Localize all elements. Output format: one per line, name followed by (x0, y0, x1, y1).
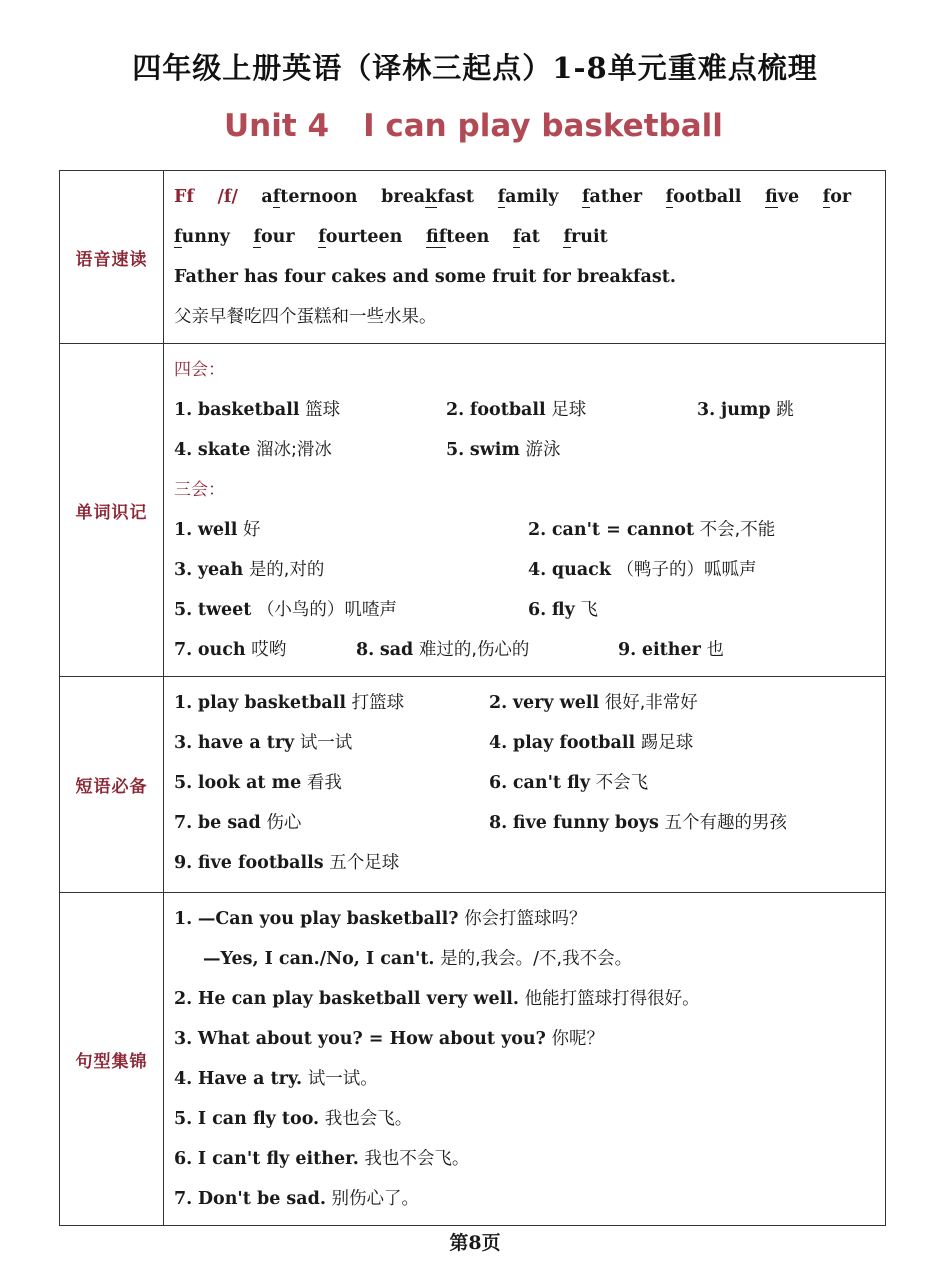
vocab-item: 4. skate 溜冰;滑冰 (174, 440, 332, 460)
phrase-item: 4. play football 踢足球 (489, 733, 694, 753)
page-number: 第8页 (449, 1232, 501, 1254)
phrases-line-5 (174, 843, 885, 883)
vocab-item: 1. basketball 篮球 (174, 400, 341, 420)
phonics-word: fruit (563, 227, 608, 247)
summary-table (59, 170, 886, 1226)
sentences-row (60, 893, 886, 1226)
phonics-word: four (253, 227, 295, 247)
phrases-row (60, 677, 886, 893)
sentence-item: 4. Have a try. 试一试。 (174, 1069, 378, 1089)
vocab-item: 3. jump 跳 (697, 400, 794, 420)
phonics-label: 语音速读 (60, 171, 164, 344)
phonics-word: afternoon (261, 187, 358, 207)
vocab-content (164, 344, 886, 677)
phonics-word: family (497, 187, 559, 207)
sentence-item: 2. He can play basketball very well. 他能打篮球打得很好。 (174, 989, 700, 1009)
three-skills-title: 三会： (174, 480, 225, 500)
sentences-content (164, 893, 886, 1226)
phrases-content (164, 677, 886, 893)
phrase-item: 5. look at me 看我 (174, 773, 342, 793)
sentence-item: 7. Don't be sad. 别伤心了。 (174, 1189, 420, 1209)
sentence-item: —Yes, I can./No, I can't. 是的,我会。/不,我不会。 (203, 949, 633, 969)
vocab-item: 4. quack （鸭子的）呱呱声 (528, 560, 757, 580)
three-skills-line-2 (174, 550, 885, 590)
phonics-word: fourteen (318, 227, 403, 247)
vocab-label: 单词识记 (60, 344, 164, 677)
vocab-row (60, 344, 886, 677)
phonics-word: father (582, 187, 643, 207)
phrases-label: 短语必备 (60, 677, 164, 893)
vocab-item: 3. yeah 是的,对的 (174, 560, 325, 580)
vocab-item: 2. can't = cannot 不会,不能 (528, 520, 776, 540)
sentence-item: 6. I can't fly either. 我也不会飞。 (174, 1149, 470, 1169)
vocab-item: 9. either 也 (618, 640, 724, 660)
four-skills-line-1 (174, 390, 885, 430)
phrase-item: 2. very well 很好,非常好 (489, 693, 698, 713)
phrases-line-4 (174, 803, 885, 843)
phrase-item: 9. five footballs 五个足球 (174, 853, 400, 873)
phrase-item: 1. play basketball 打篮球 (174, 693, 405, 713)
unit-label: Unit 4 (224, 108, 330, 144)
phonics-word: funny (174, 227, 230, 247)
phonics-content (164, 171, 886, 344)
phrases-line-1 (174, 683, 885, 723)
vocab-item: 5. swim 游泳 (446, 440, 561, 460)
sentence-item: 5. I can fly too. 我也会飞。 (174, 1109, 413, 1129)
phonics-line-2 (174, 217, 885, 257)
phonics-word: fat (512, 227, 540, 247)
phonics-sound: /f/ (217, 187, 238, 207)
phrases-line-3 (174, 763, 885, 803)
phonics-word: five (765, 187, 800, 207)
vocab-item: 8. sad 难过的,伤心的 (356, 640, 530, 660)
phrase-item: 6. can't fly 不会飞 (489, 773, 649, 793)
phrase-item: 7. be sad 伤心 (174, 813, 302, 833)
phonics-word: breakfast (381, 187, 474, 207)
four-skills-title: 四会： (174, 360, 225, 380)
vocab-item: 7. ouch 哎哟 (174, 640, 287, 660)
phrase-item: 8. five funny boys 五个有趣的男孩 (489, 813, 787, 833)
unit-heading (224, 108, 723, 144)
phonics-letter: Ff (174, 187, 194, 207)
vocab-item: 5. tweet （小鸟的）叽喳声 (174, 600, 397, 620)
phrase-item: 3. have a try 试一试 (174, 733, 353, 753)
phonics-sentence-zh: 父亲早餐吃四个蛋糕和一些水果。 (174, 307, 437, 327)
phonics-sentence-en: Father has four cakes and some fruit for breakfast. (174, 267, 676, 287)
phonics-word: football (665, 187, 742, 207)
three-skills-line-3 (174, 590, 885, 630)
three-skills-line-1 (174, 510, 885, 550)
unit-title: I can play basketball (363, 108, 723, 144)
four-skills-line-2 (174, 430, 885, 470)
vocab-item: 6. fly 飞 (528, 600, 598, 620)
phonics-word: for (822, 187, 852, 207)
phonics-word: ffteen (426, 227, 490, 247)
page-title: 四年级上册英语（译林三起点）1-8单元重难点梳理 (132, 51, 818, 85)
vocab-item: 1. well 好 (174, 520, 261, 540)
phonics-line-1 (174, 177, 885, 217)
three-skills-line-4 (174, 630, 885, 670)
sentences-label: 句型集锦 (60, 893, 164, 1226)
sentence-item: 3. What about you? = How about you? 你呢？ (174, 1029, 604, 1049)
vocab-item: 2. football 足球 (446, 400, 587, 420)
phrases-line-2 (174, 723, 885, 763)
sentence-item: 1. —Can you play basketball? 你会打篮球吗？ (174, 909, 587, 929)
phonics-row (60, 171, 886, 344)
